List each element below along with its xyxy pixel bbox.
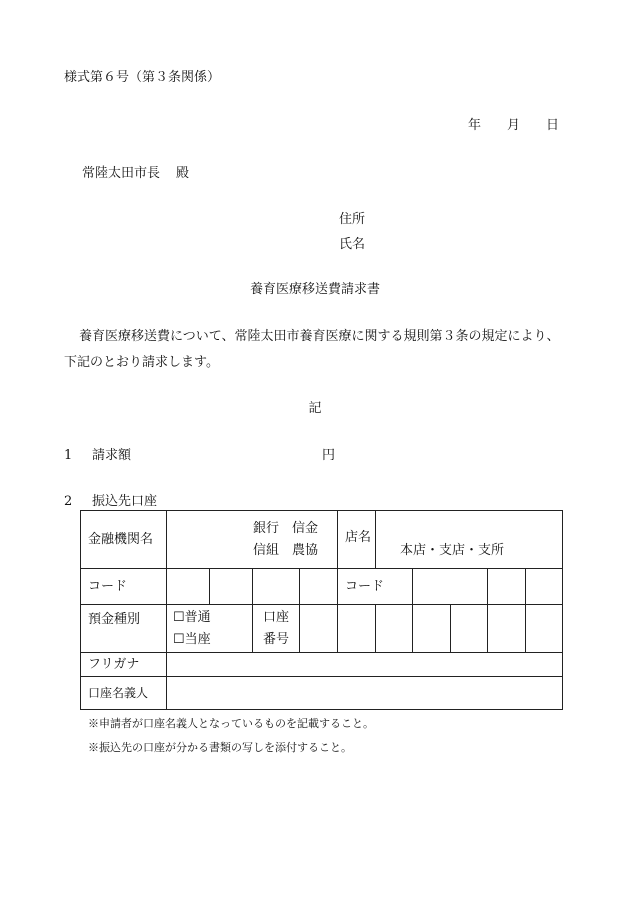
yen-unit: 円 xyxy=(322,448,336,463)
account-holder-label: 口座名義人 xyxy=(81,677,167,710)
branch-type-options: 本店・支店・支所 xyxy=(400,542,505,558)
date-year-label: 年 xyxy=(468,118,482,133)
institution-code-digit-2[interactable] xyxy=(210,569,253,605)
address-label: 住所 xyxy=(339,212,366,227)
transfer-account-heading xyxy=(64,490,157,509)
date-line xyxy=(468,114,559,133)
claim-amount-label: 請求額 xyxy=(92,448,132,463)
furigana-row xyxy=(81,653,563,677)
account-digit-6[interactable] xyxy=(488,605,526,653)
ki-heading: 記 xyxy=(308,401,322,416)
account-digit-4[interactable] xyxy=(413,605,451,653)
account-label-line2: 番号 xyxy=(262,631,289,647)
transfer-account-label: 振込先口座 xyxy=(92,494,158,509)
bank-type-line2: 信組 農協 xyxy=(253,542,319,558)
account-digit-2[interactable] xyxy=(338,605,376,653)
account-digit-3[interactable] xyxy=(376,605,413,653)
addressee-honorific: 殿 xyxy=(176,166,190,181)
item1-number: 1 xyxy=(64,448,73,463)
account-number-label xyxy=(253,605,300,653)
date-day-label: 日 xyxy=(546,118,560,133)
institution-code-digit-1[interactable] xyxy=(167,569,210,605)
date-month-label: 月 xyxy=(507,118,521,133)
institution-code-digit-3[interactable] xyxy=(253,569,300,605)
document-title: 養育医療移送費請求書 xyxy=(249,282,380,297)
addressee-name: 常陸太田市長 xyxy=(82,166,161,181)
account-digit-7[interactable] xyxy=(526,605,563,653)
account-label-line1: 口座 xyxy=(262,609,289,625)
account-digit-1[interactable] xyxy=(300,605,338,653)
claim-amount-row xyxy=(64,444,336,463)
note-attach-copy: ※振込先の口座が分かる書類の写しを添付すること。 xyxy=(88,741,352,754)
branch-name-label: 店名 xyxy=(338,511,376,569)
institution-code-digit-4[interactable] xyxy=(300,569,338,605)
account-holder-field[interactable] xyxy=(167,677,563,710)
institution-code-label: コード xyxy=(81,569,167,605)
branch-code-digit-1[interactable] xyxy=(413,569,488,605)
account-digit-5[interactable] xyxy=(451,605,488,653)
form-number: 様式第６号（第３条関係） xyxy=(64,70,221,85)
branch-name-cell[interactable] xyxy=(376,511,563,569)
branch-code-digit-3[interactable] xyxy=(526,569,563,605)
request-statement: 養育医療移送費について、常陸太田市養育医療に関する規則第３条の規定により、下記のとおり請求します。 xyxy=(64,329,560,370)
bank-type-line1: 銀行 信金 xyxy=(253,520,319,536)
branch-code-label: コード xyxy=(338,569,413,605)
institution-name-label: 金融機関名 xyxy=(81,511,167,569)
institution-name-cell[interactable] xyxy=(167,511,338,569)
bank-account-table xyxy=(80,510,563,710)
institution-row xyxy=(81,511,563,569)
furigana-field[interactable] xyxy=(167,653,563,677)
ordinary-checkbox[interactable]: ☐普通 xyxy=(173,609,211,625)
deposit-type-label: 預金種別 xyxy=(81,605,167,653)
current-checkbox[interactable]: ☐当座 xyxy=(173,631,211,647)
code-row xyxy=(81,569,563,605)
name-label: 氏名 xyxy=(339,237,366,252)
furigana-label: フリガナ xyxy=(81,653,167,677)
note-applicant-holder: ※申請者が口座名義人となっているものを記載すること。 xyxy=(88,717,374,730)
deposit-type-options xyxy=(167,605,253,653)
item2-number: 2 xyxy=(64,494,73,509)
deposit-row xyxy=(81,605,563,653)
holder-row xyxy=(81,677,563,710)
addressee xyxy=(82,162,189,181)
branch-code-digit-2[interactable] xyxy=(488,569,526,605)
